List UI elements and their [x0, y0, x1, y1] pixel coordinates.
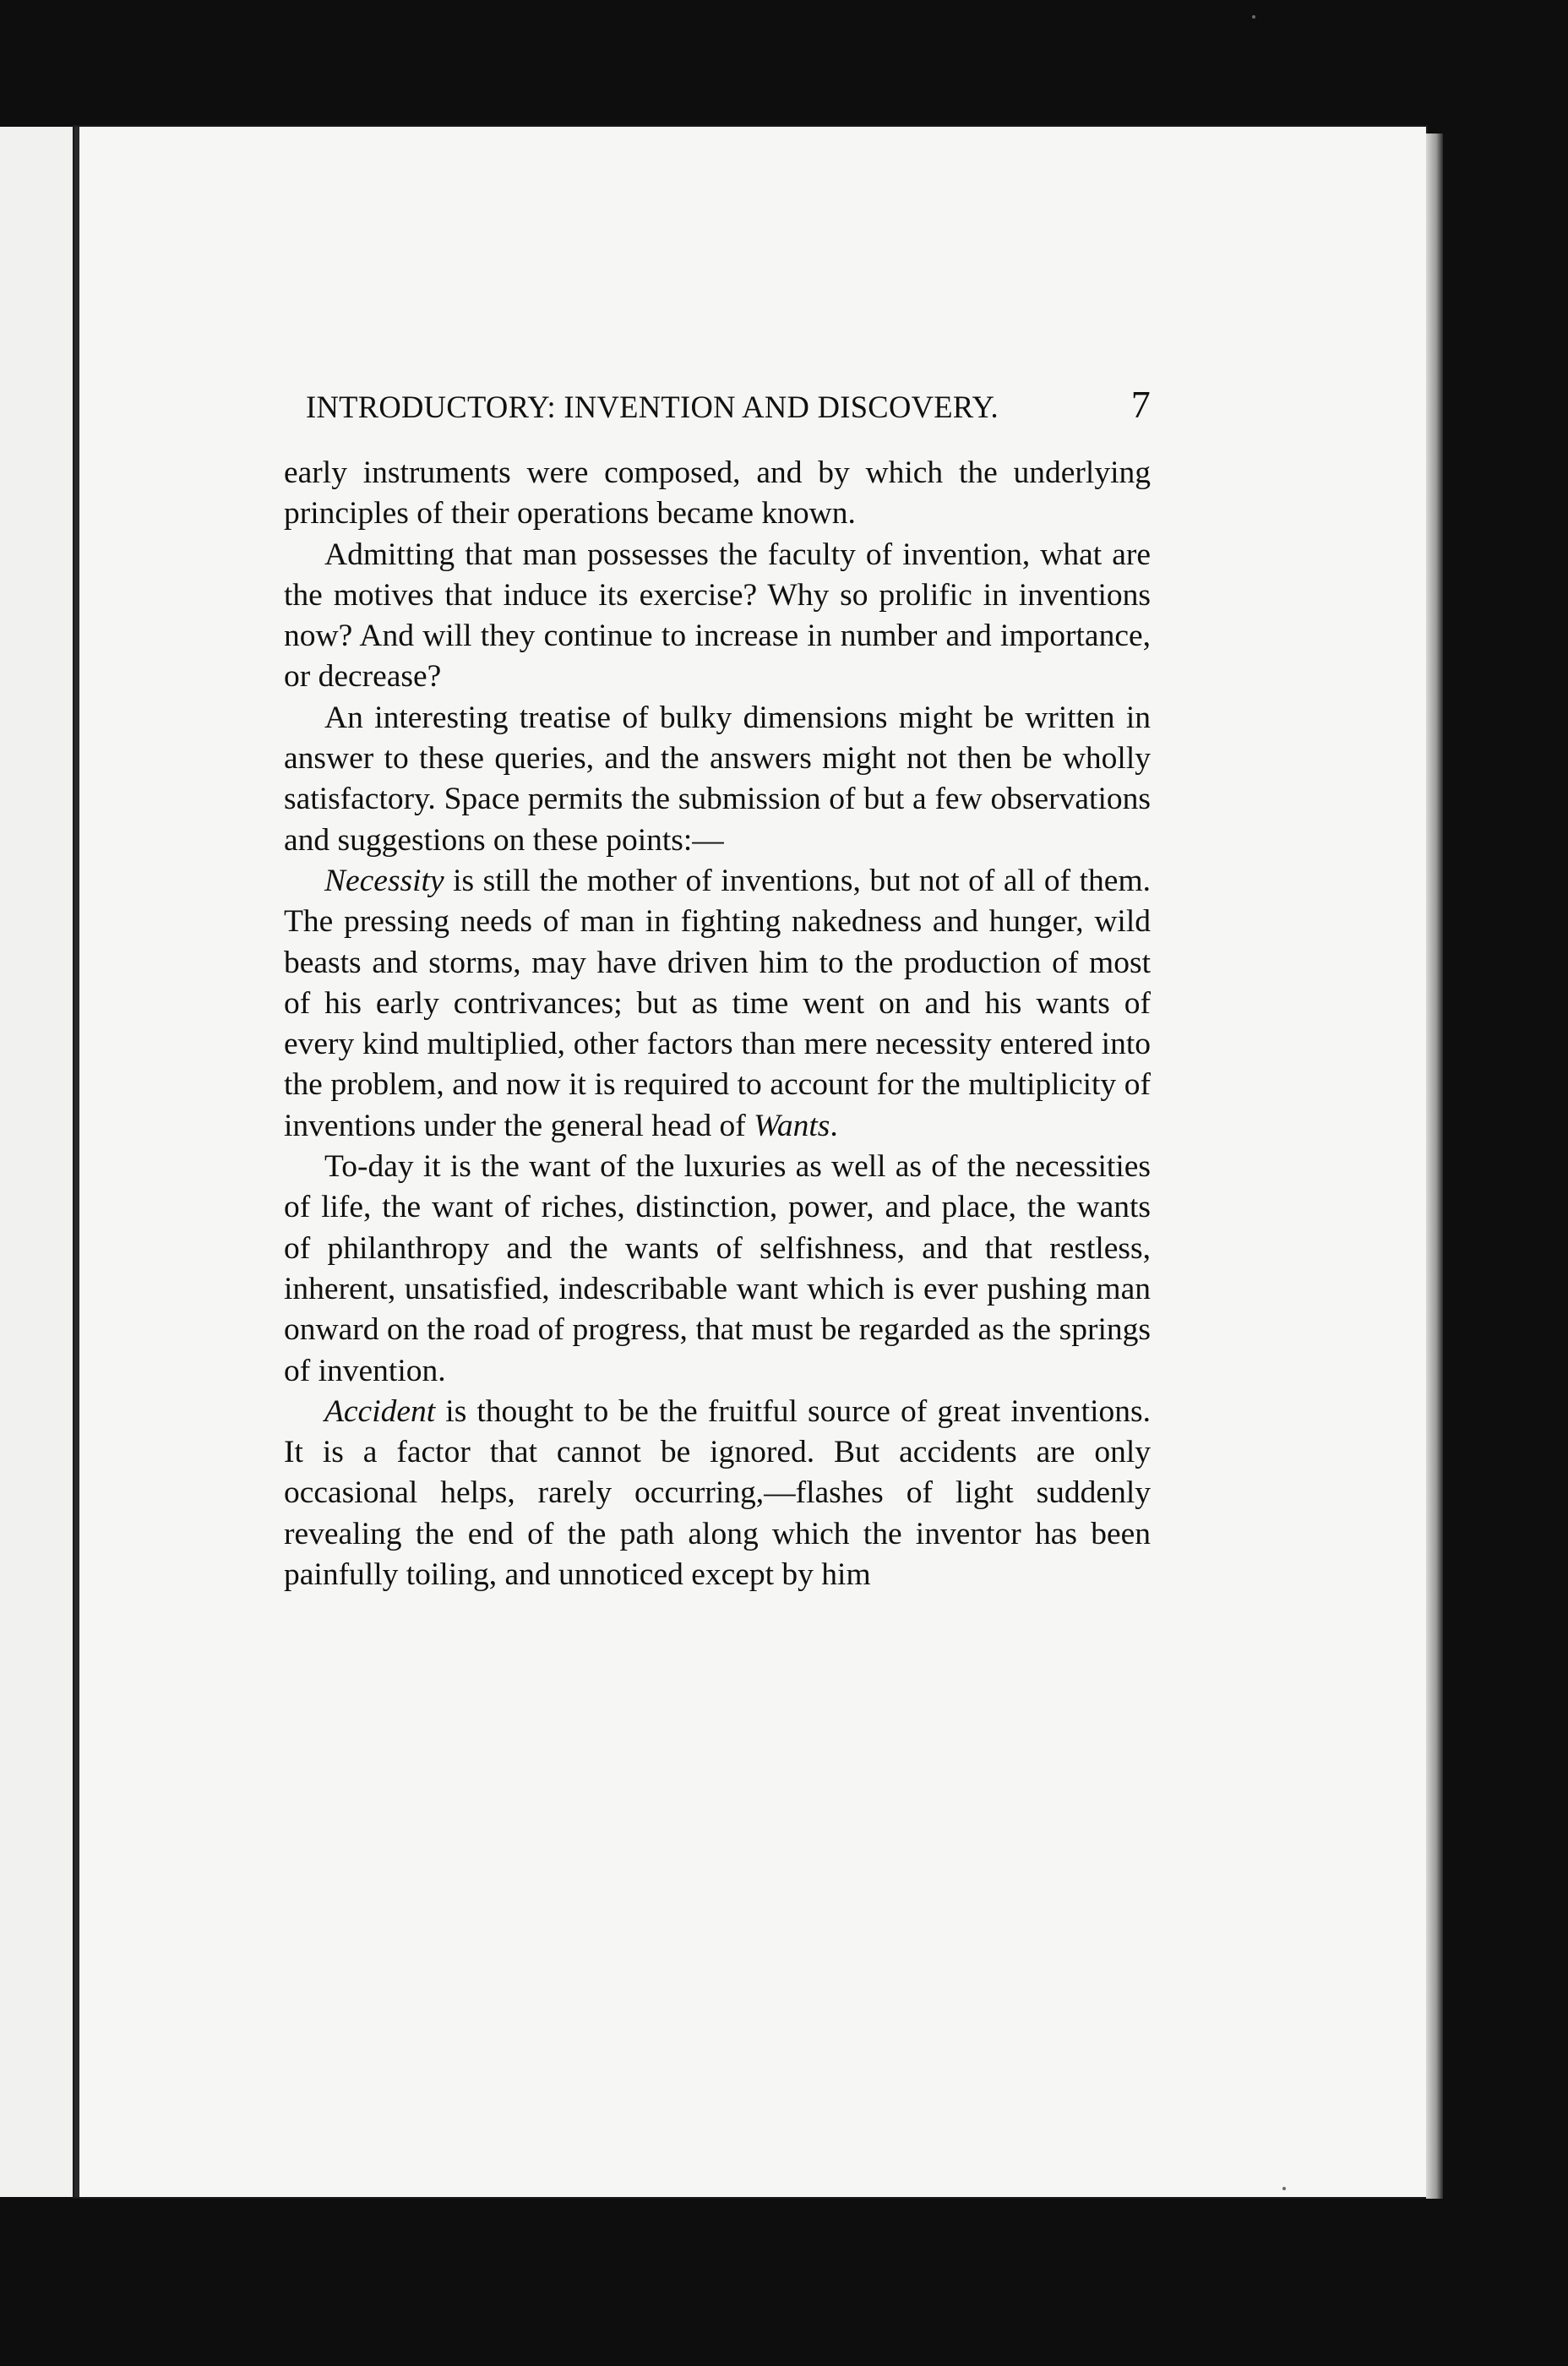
page-gutter — [74, 127, 79, 2197]
paragraph-5 — [284, 1147, 1151, 1392]
paragraph-5-text: To-day it is the want of the luxuries as well as of the necessities of life, the want of riches, distinction, power, and place, the wants of philanthropy and the wants of selfishness, and that restless, inherent, unsatisfied, indescribable want which is ever pushing man onward on the road of progress, that must be regarded as the springs of invention. — [284, 1149, 1151, 1388]
paragraph-6 — [284, 1392, 1151, 1595]
paragraph-4-text: is still the mother of inventions, but not of all of them. The pressing needs of man in fighting nakedness and hunger, wild beasts and storms, may have driven him to the production of most of his early contrivances; but as time went on and his wants of every kind multiplied, other factors than mere necessity entered into the problem, and now it is required to account for the multiplicity of inventions under the general head of — [284, 863, 1151, 1143]
paragraph-2-text: Admitting that man possesses the faculty of invention, what are the motives that induce its exercise? Why so prolific in inventions now? And will they continue to increase in number and importance, or decrease? — [284, 537, 1151, 695]
paragraph-4-tail: . — [830, 1108, 838, 1143]
paragraph-3 — [284, 698, 1151, 861]
italic-term-necessity: Necessity — [324, 863, 444, 898]
running-head: INTRODUCTORY: INVENTION AND DISCOVERY. — [306, 390, 999, 424]
page-edge-shadow — [1426, 134, 1443, 2199]
body-text — [284, 453, 1151, 1595]
scan-speck — [1282, 2187, 1286, 2190]
paragraph-1 — [284, 453, 1151, 535]
paragraph-1-text: early instruments were composed, and by which the underlying principles of their operations became known. — [284, 455, 1151, 532]
italic-term-accident: Accident — [324, 1393, 436, 1429]
paragraph-3-text: An interesting treatise of bulky dimensions might be written in answer to these queries, and the answers might not then be wholly satisfactory. Space permits the submission of but a few observations and suggestions on these points:— — [284, 700, 1151, 858]
italic-term-wants: Wants — [754, 1108, 830, 1143]
paragraph-6-text: is thought to be the fruitful source of great inventions. It is a factor that cannot be ignored. But accidents are only occasional helps, rarely occurring,—flashes of light suddenly revealing the end of the path along which the inventor has been painfully toiling, and unnoticed except by him — [284, 1393, 1151, 1593]
page-number: 7 — [1130, 383, 1151, 426]
paragraph-2 — [284, 535, 1151, 698]
paragraph-4 — [284, 861, 1151, 1147]
scan-speck — [1252, 15, 1255, 19]
facing-page-edge — [0, 127, 76, 2197]
page-header — [306, 382, 1151, 433]
